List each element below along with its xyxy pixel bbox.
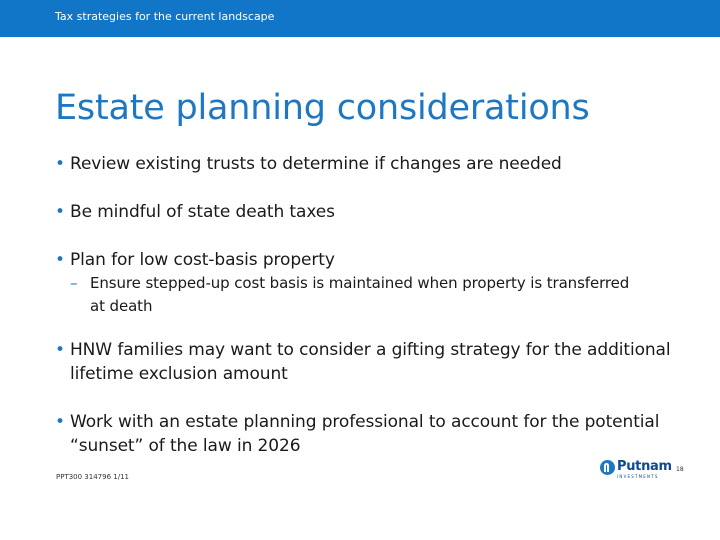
bullet-item <box>55 200 695 224</box>
header-bar <box>0 0 720 37</box>
bullet-dot-icon: • <box>55 340 65 360</box>
bullet-text: Be mindful of state death taxes <box>70 202 335 222</box>
header-text: Tax strategies for the current landscape <box>55 10 275 23</box>
putnam-logo <box>600 459 670 481</box>
logo-tagline: INVESTMENTS <box>617 474 659 479</box>
sub-bullet-text: Ensure stepped-up cost basis is maintained when property is transferred <box>90 274 630 292</box>
sub-bullet-item <box>70 272 630 318</box>
page-number: 18 <box>676 466 684 473</box>
bullet-item <box>55 248 695 318</box>
bullet-text: Work with an estate planning professional to account for the potential “sunset” of the law in 2026 <box>70 412 660 456</box>
sub-bullet-dash-icon: – <box>70 274 78 292</box>
bullet-dot-icon: • <box>55 412 65 432</box>
bullet-item <box>55 410 695 458</box>
bullet-text: Review existing trusts to determine if changes are needed <box>70 154 562 174</box>
bullet-dot-icon: • <box>55 250 65 270</box>
bullet-text: HNW families may want to consider a gifting strategy for the additional lifetime exclusion amount <box>70 340 671 384</box>
slide-title: Estate planning considerations <box>55 88 590 128</box>
putnam-logo-icon <box>600 460 615 475</box>
logo-name: Putnam <box>617 459 672 474</box>
bullet-text: Plan for low cost-basis property <box>70 250 335 270</box>
bullet-list <box>55 152 695 482</box>
bullet-dot-icon: • <box>55 202 65 222</box>
bullet-item <box>55 152 695 176</box>
sub-bullet-text-continued: at death <box>90 297 153 315</box>
bullet-item <box>55 338 695 386</box>
bullet-dot-icon: • <box>55 154 65 174</box>
footer-code: PPT300 314796 1/11 <box>56 473 129 481</box>
